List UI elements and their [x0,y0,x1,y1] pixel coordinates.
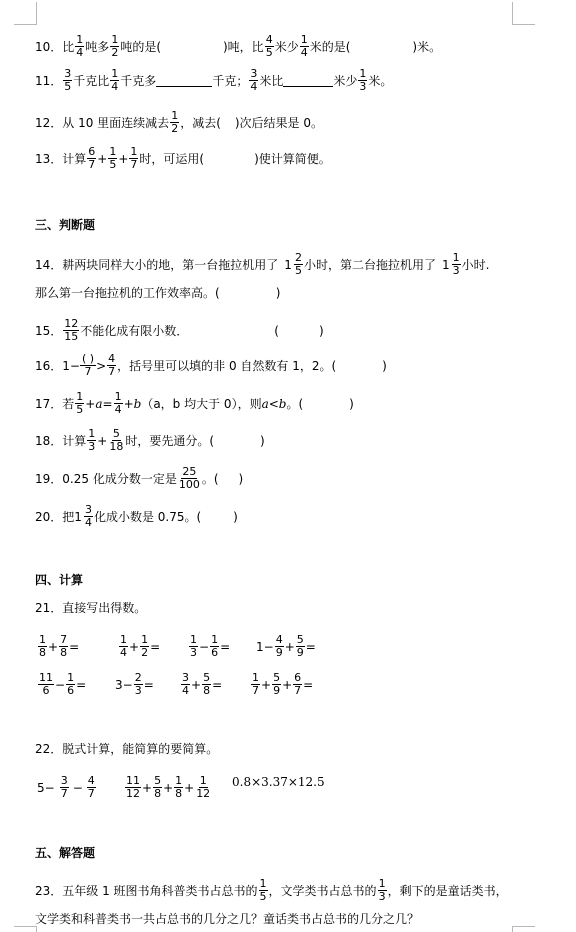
answer-blank[interactable] [283,74,333,87]
fraction: $\frac{4}{7}$ [108,352,116,378]
operator: + [123,396,134,411]
expression: $\frac{1}{3}$ − $\frac{1}{6}$ = [190,633,231,659]
operator: < [268,396,279,411]
question-23 [35,878,508,903]
expression: $\frac{11}{12}$ + $\frac{5}{8}$ + $\frac{1}{8}$ + $\frac{1}{12}$ [126,774,211,800]
fraction: $\frac{6}{7}$ [88,145,96,171]
operator: + [85,396,96,411]
mixed-number: 1 $\frac{3}{4}$ [74,503,92,529]
question-number: 10． [35,39,63,54]
variable: a [95,396,103,411]
text: ，文学类书占总书的 [268,883,377,898]
text: ) [238,471,244,486]
text: 五年级 1 班图书角科普类书占总书的 [62,883,258,898]
text: 米少 [274,39,299,54]
text: ) [260,433,265,448]
question-23-line2 [35,912,419,926]
expression: 0.8×3.37×12.5 [232,775,325,789]
text: 若 [62,396,75,411]
fraction: $\frac{1}{4}$ [114,390,122,416]
text: 不能化成有限小数． [80,323,189,338]
section-heading: 四、计算 [35,573,84,587]
operator: = [102,396,113,411]
question-number: 17． [35,396,63,411]
expression: $\frac{11}{6}$ − $\frac{1}{6}$ = [39,671,87,697]
text: 小时. [461,257,490,272]
fraction: $\frac{4}{5}$ [265,33,273,59]
question-number: 20． [35,509,63,524]
text: 文学类和科普类书一共占总书的几分之几？童话类书占总书的几分之几？ [35,912,420,926]
expression: $\frac{1}{7}$ + $\frac{5}{9}$ + $\frac{6}{7}$ = [252,671,314,697]
text: 时，要先通分。( [125,433,215,448]
text: 米比 [259,73,284,88]
variable: b [133,396,142,411]
question-19 [35,466,243,491]
question-18 [35,428,265,453]
question-number: 16． [35,358,63,373]
page-corner-mark [512,926,535,932]
question-22 [35,742,218,756]
text: ) [382,358,387,373]
text: 千克多 [120,73,157,88]
text: 1− [62,358,80,373]
question-number: 21． [35,601,63,615]
text: 米少 [333,73,358,88]
page-corner-mark [14,926,37,932]
question-number: 14． [35,257,63,272]
text: )使计算简便。 [254,151,331,166]
variable: a [261,396,269,411]
text: 。( [286,396,304,411]
mixed-number: 1 $\frac{1}{3}$ [441,251,460,277]
expression: 3− $\frac{2}{3}$ = [115,671,154,697]
fraction: $\frac{1}{3}$ [378,877,386,903]
fraction: $\frac{1}{3}$ [359,67,367,93]
question-14 [35,252,489,277]
text: 脱式计算，能简算的要简算。 [62,742,219,756]
operator: > [96,358,107,373]
question-17 [35,391,354,416]
text: 计算 [62,151,87,166]
fraction: $\frac{1}{5}$ [259,877,267,903]
question-number: 15． [35,323,63,338]
text: 千克比 [73,73,110,88]
expression: 1− $\frac{4}{9}$ + $\frac{5}{9}$ = [256,633,316,659]
text: 千克； [212,73,249,88]
question-10 [35,34,441,59]
text: 米的是( [309,39,351,54]
question-13 [35,146,331,171]
text: 直接写出得数。 [62,601,147,615]
fraction: $\frac{1}{4}$ [76,33,84,59]
expression: 5− $\frac{3}{7}$ − $\frac{4}{7}$ [37,774,95,800]
section-heading: 三、判断题 [35,218,96,232]
question-14-line2 [35,286,280,300]
text: )米。 [412,39,442,54]
text: 0.25 化成分数一定是 [62,471,177,486]
fraction: $\frac{3}{4}$ [250,67,258,93]
text: ) [318,323,324,338]
text: ，括号里可以填的非 0 自然数有 1，2。( [117,358,337,373]
question-15 [35,318,324,343]
text: 米。 [368,73,393,88]
fraction: $\frac{3}{5}$ [64,67,72,93]
question-number: 19． [35,471,63,486]
operator: + [118,151,129,166]
text: （a，b 均大于 0），则 [141,396,262,411]
text: 比 [62,39,75,54]
text: ) [275,286,281,300]
section-heading: 五、解答题 [35,846,96,860]
text: 从 10 里面连续减去 [62,115,170,130]
question-16 [35,353,387,378]
operator: + [97,433,108,448]
fraction: $\frac{1}{4}$ [111,67,119,93]
text: ) [233,509,238,524]
question-number: 13． [35,151,63,166]
fraction: $\frac{1}{4}$ [300,33,308,59]
text: 化成小数是 0.75。( [93,509,202,524]
page-corner-mark [512,2,535,25]
text: 把 [62,509,75,524]
fraction: $\frac{1}{3}$ [88,427,96,453]
fraction: $\frac{1}{5}$ [109,145,117,171]
expression: $\frac{1}{4}$ + $\frac{1}{2}$ = [120,633,161,659]
answer-blank[interactable] [156,74,212,87]
question-12 [35,110,323,135]
question-number: 12． [35,115,63,130]
fraction: $\frac{25}{100}$ [178,465,200,491]
text: 。( [201,471,219,486]
question-number: 18． [35,433,63,448]
fraction-with-blank[interactable]: $\frac{( )}{7}$ [81,352,95,378]
page-corner-mark [14,2,37,25]
text: ( [274,323,279,338]
text: 计算 [62,433,87,448]
text: ) [349,396,354,411]
expression: $\frac{3}{4}$ + $\frac{5}{8}$ = [182,671,223,697]
fraction: $\frac{1}{2}$ [111,33,119,59]
mixed-number: 1 $\frac{2}{5}$ [284,251,302,277]
fraction: $\frac{12}{15}$ [64,317,79,343]
text: 小时，第二台拖拉机用了 [303,257,436,272]
expression: $\frac{1}{8}$ + $\frac{7}{8}$ = [39,633,80,659]
text: )吨，比 [223,39,264,54]
fraction: $\frac{1}{7}$ [130,145,138,171]
fraction: $\frac{1}{2}$ [171,109,179,135]
text: 时，可运用( [139,151,205,166]
question-21 [35,601,146,615]
text: )次后结果是 0。 [234,115,324,130]
text: ，减去( [180,115,221,130]
text: 吨多 [85,39,110,54]
question-11 [35,68,392,93]
text: 那么第一台拖拉机的工作效率高。( [35,286,220,300]
text: ，剩下的是童话类书， [387,883,508,898]
text: 耕两块同样大小的地，第一台拖拉机用了 [62,257,279,272]
fraction: $\frac{1}{5}$ [76,390,84,416]
question-number: 22． [35,742,63,756]
operator: + [97,151,108,166]
fraction: $\frac{5}{18}$ [109,427,124,453]
question-20 [35,504,238,529]
question-number: 23． [35,883,63,898]
question-number: 11． [35,73,63,88]
text: 吨的是( [120,39,161,54]
variable: b [278,396,287,411]
